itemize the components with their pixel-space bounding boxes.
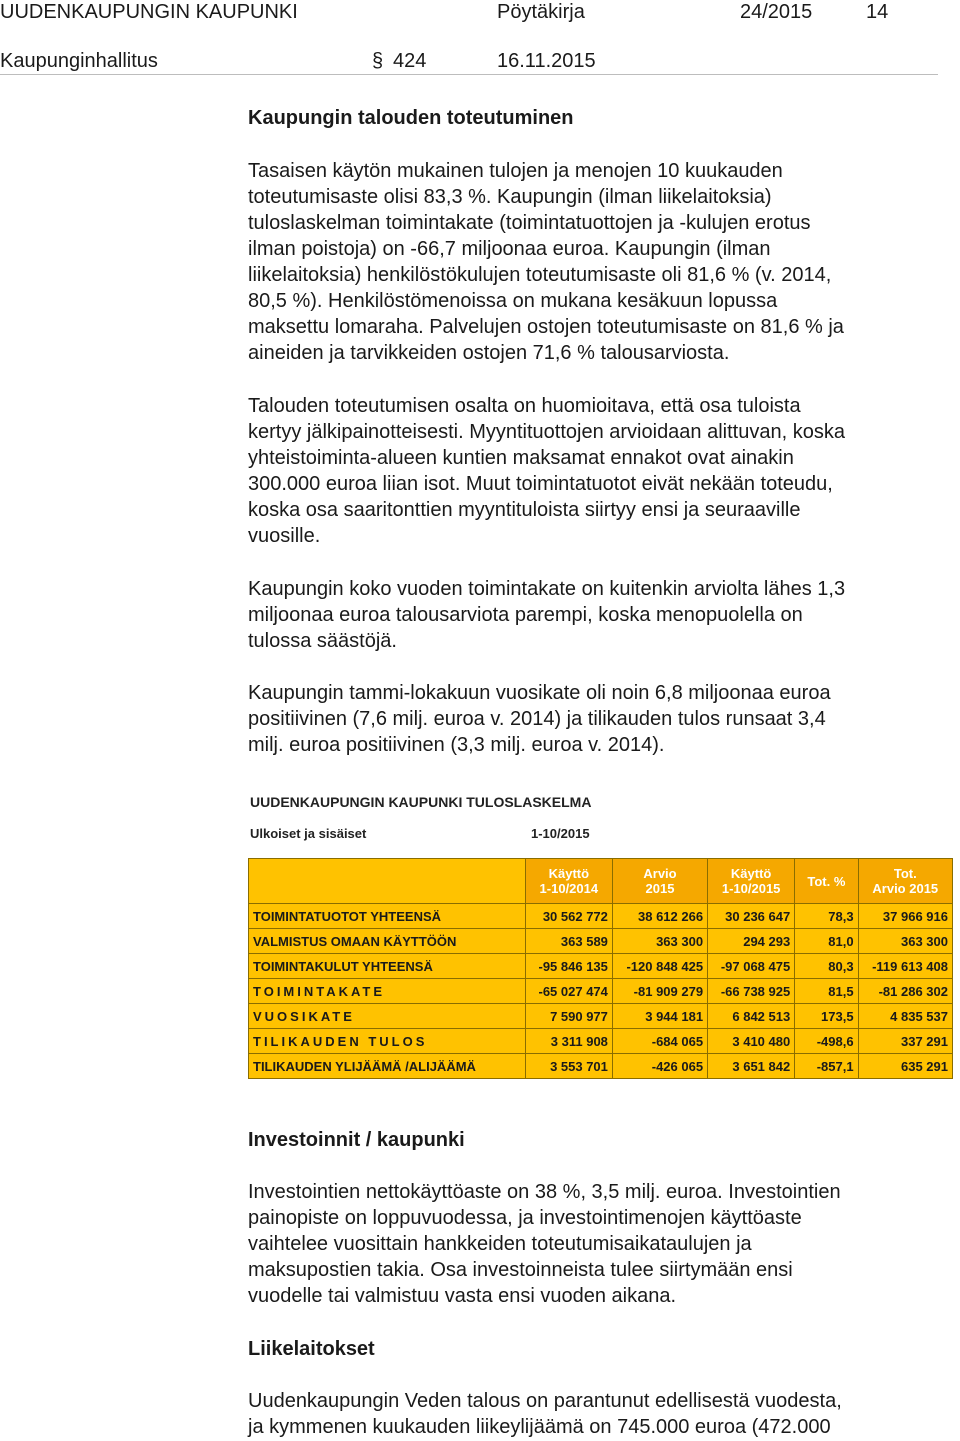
row-label: VALMISTUS OMAAN KÄYTTÖÖN (249, 929, 526, 954)
table-row (249, 1029, 953, 1054)
section-title-investments: Investoinnit / kaupunki (248, 1129, 465, 1151)
text-line: kertyy jälkipainotteisesti. Myyntituottojen arvioidaan alittuvan, koska (248, 421, 845, 443)
table-row (249, 1054, 953, 1079)
paragraph-economy-4 (248, 680, 948, 758)
header-divider (0, 74, 938, 75)
cell: 80,3 (795, 954, 858, 979)
cell: 78,3 (795, 904, 858, 929)
paragraph-utilities (248, 1388, 948, 1440)
cell: 3 651 842 (708, 1054, 795, 1079)
text-line: 80,5 %). Henkilöstömenoissa on mukana kesäkuun lopussa (248, 290, 778, 312)
cell: -857,1 (795, 1054, 858, 1079)
row-label: TOIMINTAKATE (249, 979, 526, 1004)
table-row (249, 929, 953, 954)
paragraph-economy-2 (248, 393, 948, 549)
cell: 38 612 266 (612, 904, 707, 929)
text-line: toteutumisaste olisi 83,3 %. Kaupungin (ilman liikelaitoksia) (248, 186, 772, 208)
doc-type: Pöytäkirja (497, 1, 585, 23)
cell: 6 842 513 (708, 1004, 795, 1029)
cell: -120 848 425 (612, 954, 707, 979)
cell: 173,5 (795, 1004, 858, 1029)
text-line: maksettu lomaraha. Palvelujen ostojen toteutumisaste on 81,6 % ja (248, 316, 844, 338)
table-row (249, 1004, 953, 1029)
paragraph-economy-1 (248, 158, 948, 366)
table-header-row (249, 859, 953, 904)
section-title-economy: Kaupungin talouden toteutuminen (248, 107, 574, 129)
table-period: 1-10/2015 (531, 826, 590, 841)
governing-body: Kaupunginhallitus (0, 50, 158, 72)
cell: -81 909 279 (612, 979, 707, 1004)
text-line: aineiden ja tarvikkeiden ostojen 71,6 % talousarviosta. (248, 342, 730, 364)
text-line: milj. euroa positiivinen (3,3 milj. euroa v. 2014). (248, 734, 665, 756)
cell: -119 613 408 (858, 954, 952, 979)
cell: 363 300 (858, 929, 952, 954)
header-cell: Käyttö 1-10/2014 (525, 859, 612, 904)
row-label: TOIMINTATUOTOT YHTEENSÄ (249, 904, 526, 929)
org-name: UUDENKAUPUNGIN KAUPUNKI (0, 1, 298, 23)
table-subtitle: Ulkoiset ja sisäiset (250, 826, 367, 841)
text-line: vuodelle tai valmistuu vasta ensi vuoden aikana. (248, 1285, 677, 1307)
table-row (249, 954, 953, 979)
header-cell: Käyttö 1-10/2015 (708, 859, 795, 904)
row-label: TILIKAUDEN TULOS (249, 1029, 526, 1054)
text-line: ilman poistoja) on -66,7 miljoonaa euroa. Kaupungin (ilman (248, 238, 771, 260)
text-line: painopiste on loppuvuodessa, ja investointimenojen käyttöaste (248, 1207, 802, 1229)
text-line: positiivinen (7,6 milj. euroa v. 2014) ja tilikauden tulos runsaat 3,4 (248, 708, 826, 730)
text-line: yhteistoiminta-alueen kuntien maksamat ennakot ovat ainakin (248, 447, 794, 469)
table-row (249, 979, 953, 1004)
text-line: Kaupungin tammi-lokakuun vuosikate oli noin 6,8 miljoonaa euroa (248, 682, 831, 704)
cell: 3 311 908 (525, 1029, 612, 1054)
cell: 3 553 701 (525, 1054, 612, 1079)
cell: 294 293 (708, 929, 795, 954)
header-cell: Tot. Arvio 2015 (858, 859, 952, 904)
text-line: tuloslaskelman toimintakate (toimintatuottojen ja -kulujen erotus (248, 212, 811, 234)
table-title: UUDENKAUPUNGIN KAUPUNKI TULOSLASKELMA (250, 794, 592, 810)
page-number: 14 (866, 1, 889, 23)
cell: 30 236 647 (708, 904, 795, 929)
row-label: VUOSIKATE (249, 1004, 526, 1029)
cell: 635 291 (858, 1054, 952, 1079)
paragraph-investments (248, 1179, 948, 1309)
doc-number: 24/2015 (740, 1, 813, 23)
text-line: miljoonaa euroa talousarviota parempi, koska menopuolella on (248, 604, 803, 626)
paragraph-economy-3 (248, 576, 948, 654)
meeting-date: 16.11.2015 (497, 50, 596, 72)
cell: 3 410 480 (708, 1029, 795, 1054)
text-line: Tasaisen käytön mukainen tulojen ja menojen 10 kuukauden (248, 160, 783, 182)
cell: -66 738 925 (708, 979, 795, 1004)
text-line: vaihtelee vuosittain hankkeiden toteutumisaikataulujen ja (248, 1233, 752, 1255)
text-line: liikelaitoksia) henkilöstökulujen toteutumisaste oli 81,6 % (v. 2014, (248, 264, 832, 286)
cell: -498,6 (795, 1029, 858, 1054)
header-cell: Arvio 2015 (612, 859, 707, 904)
row-label: TILIKAUDEN YLIJÄÄMÄ /ALIJÄÄMÄ (249, 1054, 526, 1079)
cell: -95 846 135 (525, 954, 612, 979)
cell: 337 291 (858, 1029, 952, 1054)
cell: 30 562 772 (525, 904, 612, 929)
section-title-utilities: Liikelaitokset (248, 1338, 375, 1360)
text-line: Investointien nettokäyttöaste on 38 %, 3,5 milj. euroa. Investointien (248, 1181, 841, 1203)
income-statement-table (248, 858, 953, 1079)
cell: -81 286 302 (858, 979, 952, 1004)
table-row (249, 904, 953, 929)
text-line: Uudenkaupungin Veden talous on parantunut edellisestä vuodesta, (248, 1390, 842, 1412)
cell: 81,5 (795, 979, 858, 1004)
cell: -426 065 (612, 1054, 707, 1079)
cell: 4 835 537 (858, 1004, 952, 1029)
text-line: Talouden toteutumisen osalta on huomioitava, että osa tuloista (248, 395, 801, 417)
section-number: 424 (393, 50, 427, 72)
cell: -97 068 475 (708, 954, 795, 979)
text-line: ja kymmenen kuukauden liikeylijäämä on 745.000 euroa (472.000 (248, 1416, 831, 1438)
text-line: maksupostien takia. Osa investoinneista tulee siirtymään ensi (248, 1259, 793, 1281)
text-line: Kaupungin koko vuoden toimintakate on kuitenkin arviolta lähes 1,3 (248, 578, 846, 600)
text-line: tulossa säästöjä. (248, 630, 397, 652)
cell: 81,0 (795, 929, 858, 954)
header-cell-blank (249, 859, 526, 904)
text-line: 300.000 euroa liian isot. Muut toimintatuotot eivät nekään toteudu, (248, 473, 833, 495)
cell: 363 589 (525, 929, 612, 954)
cell: -684 065 (612, 1029, 707, 1054)
cell: 3 944 181 (612, 1004, 707, 1029)
cell: 7 590 977 (525, 1004, 612, 1029)
cell: 363 300 (612, 929, 707, 954)
text-line: vuosille. (248, 525, 321, 547)
header-cell: Tot. % (795, 859, 858, 904)
section-sign: § (372, 50, 384, 72)
row-label: TOIMINTAKULUT YHTEENSÄ (249, 954, 526, 979)
cell: 37 966 916 (858, 904, 952, 929)
text-line: koska osa saaritonttien myyntituloista siirtyy ensi ja seuraaville (248, 499, 801, 521)
cell: -65 027 474 (525, 979, 612, 1004)
